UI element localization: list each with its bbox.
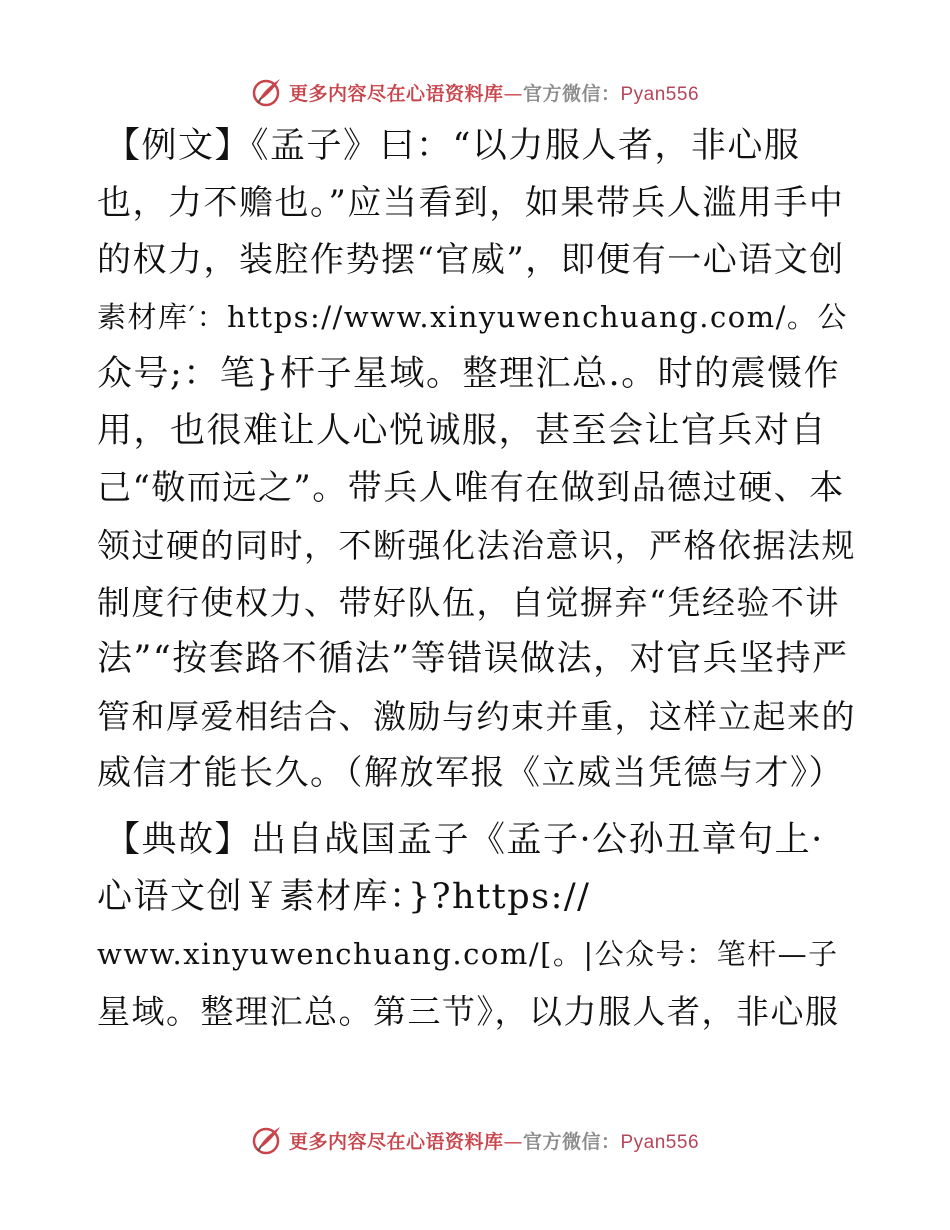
- text-line: 法”“按套路不循法”等错误做法，对官兵坚持严: [97, 639, 849, 679]
- paragraph-allusion: [97, 812, 857, 1040]
- text-line: 心语文创￥素材库：}?https://: [97, 877, 591, 917]
- text-line: 众号;：笔}杆子星域。整理汇总.。时的震慑作: [97, 354, 841, 394]
- text-line: 素材库′：https://www.xinyuwenchuang.com/。公: [97, 300, 848, 334]
- footer-watermark: [0, 1120, 950, 1160]
- watermark-label: 官方微信：: [522, 82, 621, 105]
- document-body: [97, 118, 857, 1040]
- text-line: www.xinyuwenchuang.com/[。|公众号：笔杆—子: [97, 937, 839, 971]
- quill-logo-icon: [251, 76, 283, 108]
- watermark-wechat-id: Pyan556: [620, 83, 700, 105]
- watermark-brand: 更多内容尽在心语资料库: [288, 82, 504, 105]
- text-line: 【典故】出自战国孟子《孟子·公孙丑章句上·: [105, 820, 824, 860]
- header-watermark: [0, 72, 950, 112]
- text-line: 制度行使权力、带好队伍，自觉摒弃“凭经验不讲: [97, 583, 840, 622]
- paragraph-example: [97, 118, 857, 802]
- watermark-dash: —: [503, 1130, 523, 1153]
- text-line: 管和厚爱相结合、激励与约束并重，这样立起来的: [97, 697, 856, 736]
- paragraph-gap: [97, 802, 857, 812]
- quill-logo-icon: [251, 1124, 283, 1156]
- text-line: 领过硬的同时，不断强化法治意识，严格依据法规: [97, 526, 856, 565]
- text-line: 也，力不赡也。”应当看到，如果带兵人滥用手中: [97, 183, 845, 223]
- watermark-label: 官方微信：: [522, 1130, 621, 1153]
- text-line: 的权力，装腔作势摆“官威”，即便有一心语文创: [97, 240, 845, 280]
- watermark-text: [289, 1127, 699, 1154]
- watermark-dash: —: [503, 82, 523, 105]
- text-line: 用，也很难让人心悦诚服，甚至会让官兵对自: [97, 411, 828, 451]
- watermark-wechat-id: Pyan556: [620, 1131, 700, 1153]
- watermark-text: [289, 79, 699, 106]
- watermark-brand: 更多内容尽在心语资料库: [288, 1130, 504, 1153]
- text-line: 星域。整理汇总。第三节》，以力服人者，非心服: [97, 992, 840, 1031]
- text-line: 己“敬而远之”。带兵人唯有在做到品德过硬、本: [97, 468, 845, 508]
- text-line: 威信才能长久。（解放军报《立威当凭德与才》）: [97, 753, 844, 793]
- text-line: 【例文】《孟子》曰：“以力服人者，非心服: [105, 126, 801, 166]
